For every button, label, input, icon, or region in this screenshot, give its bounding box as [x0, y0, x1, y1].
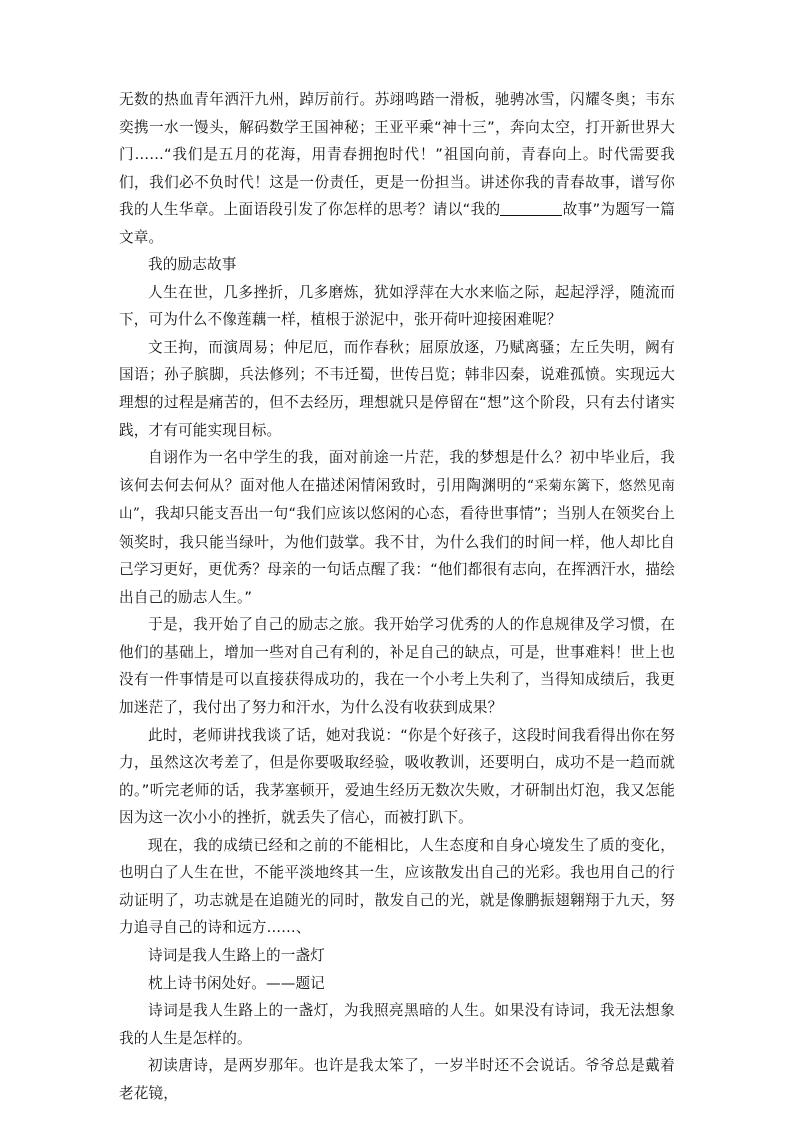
- prompt-text-part1: 无数的热血青年洒汗九州，踔厉前行。苏翊鸣踏一滑板，驰骋冰雪，闪耀冬奥；韦东奕携一水一馒头，解码数学王国神秘；王亚平乘“神十三”，奔向太空，打开新世界大门……“我们是五月的花海，用青春拥抱时代！”祖国向前，青春向上。时代需要我们，我们必不负时代！这是一份责任，更是一份担当。讲述你我的青春故事，谱写你我的人生华章。上面语段引发了你怎样的思考？请以“我的: [119, 91, 675, 219]
- essay2-paragraph: 初读唐诗，是两岁那年。也许是我太笨了，一岁半时还不会说话。爷爷总是戴着老花镜，: [119, 1057, 675, 1102]
- essay1-paragraph: 人生在世，几多挫折，几多磨炼，犹如浮萍在大水来临之际，起起浮浮，随流而下，可为什么不像莲藕一样，植根于淤泥中，张开荷叶迎接困难呢？: [119, 283, 675, 329]
- fill-in-blank: [500, 201, 562, 216]
- paragraph-text: ，我却只能支吾出一句“我们应该以悠闲的心态，看待世事情”；当别人在领奖台上领奖时，我只能当绿叶，为他们鼓掌。我不甘，为什么我们的时间一样，他人却比自己学习更好，更优秀？母亲的一句话点醒了我：“他们都很有志向，在挥洒汗水，描绘出自己的励志人生。”: [119, 505, 675, 606]
- essay1-title: 我的励志故事: [148, 256, 237, 274]
- poem-quote: “采菊东篱下，悠然见南山”: [119, 477, 675, 523]
- essay1-paragraph: 此时，老师讲找我谈了话，她对我说：“你是个好孩子，这段时间我看得出你在努力，虽然这次考差了，但是你要吸取经验，吸收教训，还要明白，成功不是一趋而就的。”听完老师的话，我茅塞顿开，爱迪生经历无数次失败，才研制出灯泡，我又怎能因为这一次小小的挫折，就丢失了信心，而被打趴下。: [119, 726, 675, 827]
- essay2-title: 诗词是我人生路上的一盏灯: [148, 946, 325, 964]
- document-page: [119, 86, 675, 1107]
- essay1-paragraph: [119, 444, 675, 611]
- paragraph-text: 自诩作为一名中学生的我，面对前途一片茫，我的梦想是什么？初中毕业后，我该何去何去何从？面对他人在描述闲情闲致时，引用陶渊明的: [119, 449, 675, 494]
- essay2-paragraph: 诗词是我人生路上的一盏灯，为我照亮黑暗的人生。如果没有诗词，我无法想象我的人生是怎样的。: [119, 1002, 675, 1047]
- essay1-paragraph: 文王拘，而演周易；仲尼厄，而作春秋；屈原放逐，乃赋离骚；左丘失明，阙有国语；孙子膑脚，兵法修列；不韦迁蜀，世传吕览；韩非囚秦，说难孤愤。实现远大理想的过程是痛苦的，但不去经历，理想就只是停留在“想”这个阶段，只有去付诸实践，才有可能实现目标。: [119, 338, 675, 439]
- essay2-epigraph: 枕上诗书闲处好。——题记: [148, 974, 325, 992]
- essay1-paragraph: 于是，我开始了自己的励志之旅。我开始学习优秀的人的作息规律及学习惯，在他们的基础上，增加一些对自己有利的，补足自己的缺点，可是，世事难料！世上也没有一件事情是可以直接获得成功的，我在一个小考上失利了，当得知成绩后，我更加迷茫了，我付出了努力和汗水，为什么没有收获到成果？: [119, 616, 675, 717]
- prompt-text-part2: 故事”为题写一篇文章。: [119, 201, 675, 246]
- essay1-paragraph: 现在，我的成绩已经和之前的不能相比，人生态度和自身心境发生了质的变化，也明白了人生在世，不能平淡地终其一生，应该散发出自己的光彩。我也用自己的行动证明了，功志就是在追随光的同时，散发自己的光，就是像鹏振翅翱翔于九天，努力追寻自己的诗和远方……、: [119, 836, 675, 937]
- essay-prompt: [119, 86, 675, 251]
